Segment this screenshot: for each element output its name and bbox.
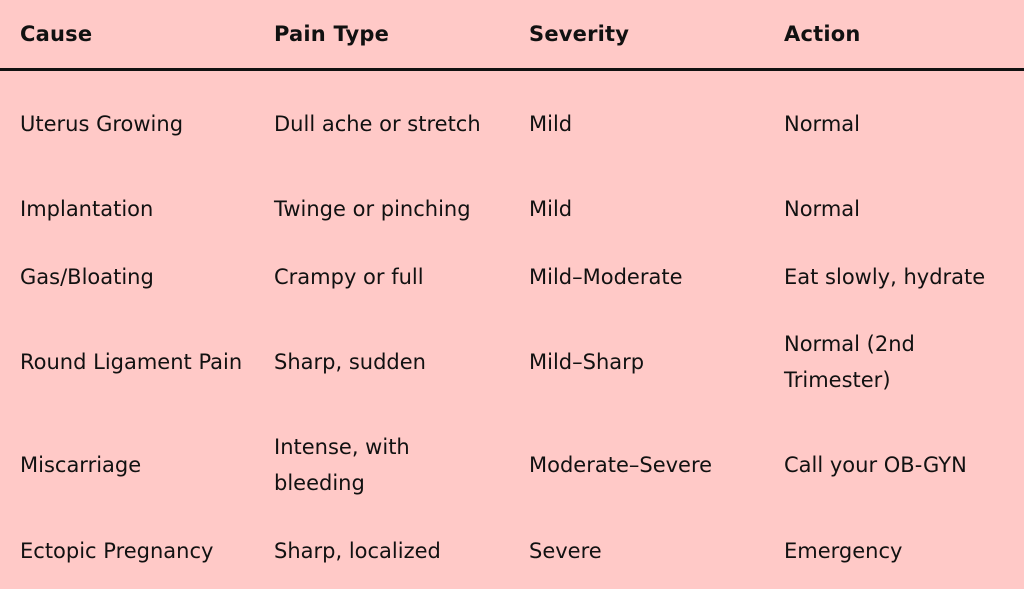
cell-pain-type: Intense, with bleeding: [274, 435, 410, 495]
cell-cause: Round Ligament Pain: [20, 350, 243, 374]
cell-pain-type: Crampy or full: [274, 265, 424, 289]
cell-action: Normal: [784, 197, 860, 221]
cell-severity: Mild–Sharp: [529, 350, 645, 374]
table-row: [0, 259, 1024, 295]
cell-pain-type: Sharp, sudden: [274, 350, 426, 374]
cell-action: Normal (2nd Trimester): [784, 332, 915, 392]
cell-severity: Mild–Moderate: [529, 265, 683, 289]
cell-cause: Implantation: [20, 197, 154, 221]
cell-severity: Moderate–Severe: [529, 453, 713, 477]
cell-action: Normal: [784, 112, 860, 136]
cell-severity: Severe: [529, 539, 602, 563]
table-header-row: [0, 0, 1024, 70]
cell-pain-type: Dull ache or stretch: [274, 112, 481, 136]
cell-pain-type: Twinge or pinching: [274, 197, 471, 221]
cell-pain-type: Sharp, localized: [274, 539, 441, 563]
cell-action: Eat slowly, hydrate: [784, 265, 986, 289]
cell-cause: Uterus Growing: [20, 112, 184, 136]
table-row: [0, 88, 1024, 160]
header-severity: Severity: [529, 22, 630, 46]
header-cause: Cause: [20, 22, 93, 46]
table-row: [0, 429, 1024, 501]
cell-cause: Gas/Bloating: [20, 265, 154, 289]
table-row: [0, 533, 1024, 569]
cell-action: Call your OB-GYN: [784, 453, 967, 477]
cell-severity: Mild: [529, 112, 573, 136]
cell-cause: Ectopic Pregnancy: [20, 539, 214, 563]
table-row: [0, 191, 1024, 227]
header-action: Action: [784, 22, 861, 46]
header-pain-type: Pain Type: [274, 22, 390, 46]
header-divider: [0, 68, 1024, 71]
cell-cause: Miscarriage: [20, 453, 142, 477]
cell-action: Emergency: [784, 539, 903, 563]
cell-severity: Mild: [529, 197, 573, 221]
table-row: [0, 326, 1024, 398]
